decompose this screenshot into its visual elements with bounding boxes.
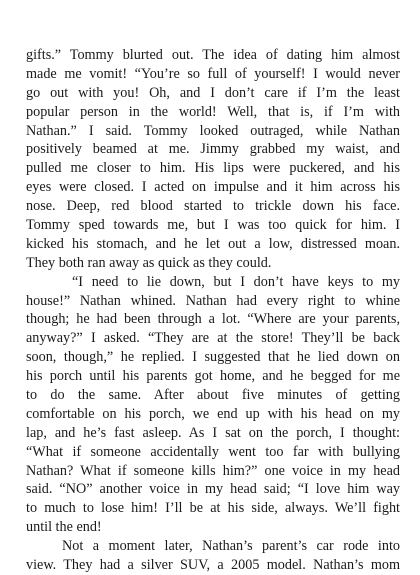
paragraph-first-line: “I need to lie down, but I don’t have keys to my xyxy=(72,273,400,290)
document-page xyxy=(26,46,400,575)
text-line: They both ran away as quick as they could. xyxy=(26,254,272,271)
text-line: Nathan? What if someone kills him?” one voice in my head xyxy=(26,462,400,479)
text-line: pulled me closer to him. His lips were puckered, and his xyxy=(26,160,400,177)
text-line: to do the same. After about five minutes of getting xyxy=(26,387,400,404)
text-line: anyway?” I asked. “They are at the store! They’ll be back xyxy=(26,330,400,347)
text-line: his porch until his parents got home, and he begged for me xyxy=(26,368,400,385)
text-line: though; he had been through a lot. “Where are your parents, xyxy=(26,311,400,328)
text-line: said. “NO” another voice in my head said; “I love him way xyxy=(26,481,400,498)
text-line: Tommy sped towards me, but I was too quick for him. I xyxy=(26,217,400,234)
text-line: nose. Deep, red blood started to trickle down his face. xyxy=(26,198,400,215)
text-line: positively beamed at me. Jimmy grabbed my waist, and xyxy=(26,141,400,158)
text-line: popular person in the world! Well, that is, if I’m with xyxy=(26,103,400,120)
text-line: gifts.” Tommy blurted out. The idea of dating him almost xyxy=(26,47,400,63)
text-line: until the end! xyxy=(26,519,102,536)
text-line: to much to lose him! I’ll be at his side, always. We’ll fight xyxy=(26,500,400,517)
text-line: kicked his stomach, and he let out a low, distressed moan. xyxy=(26,235,400,252)
text-line: view. They had a silver SUV, a 2005 model. Nathan’s mom xyxy=(26,557,400,574)
text-line: eyes were closed. I acted on impulse and it him across his xyxy=(26,179,400,196)
text-line: soon, though,” he replied. I suggested that he lied down on xyxy=(26,349,400,366)
text-line: house!” Nathan whined. Nathan had every right to whine xyxy=(26,292,400,309)
text-line: go out with you! Oh, and I don’t care if I’m the least xyxy=(26,84,400,101)
text-line: lap, and he’s fast asleep. As I sat on the porch, I thought: xyxy=(26,424,400,441)
text-line: Nathan.” I said. Tommy looked outraged, while Nathan xyxy=(26,122,400,139)
text-line: comfortable on his porch, we end up with his head on my xyxy=(26,405,400,422)
text-line: made me vomit! “You’re so full of yourself! I would never xyxy=(26,65,400,82)
text-line: “What if someone accidentally went too far with bullying xyxy=(26,443,400,460)
paragraph-first-line: Not a moment later, Nathan’s parent’s car rode into xyxy=(62,538,400,555)
